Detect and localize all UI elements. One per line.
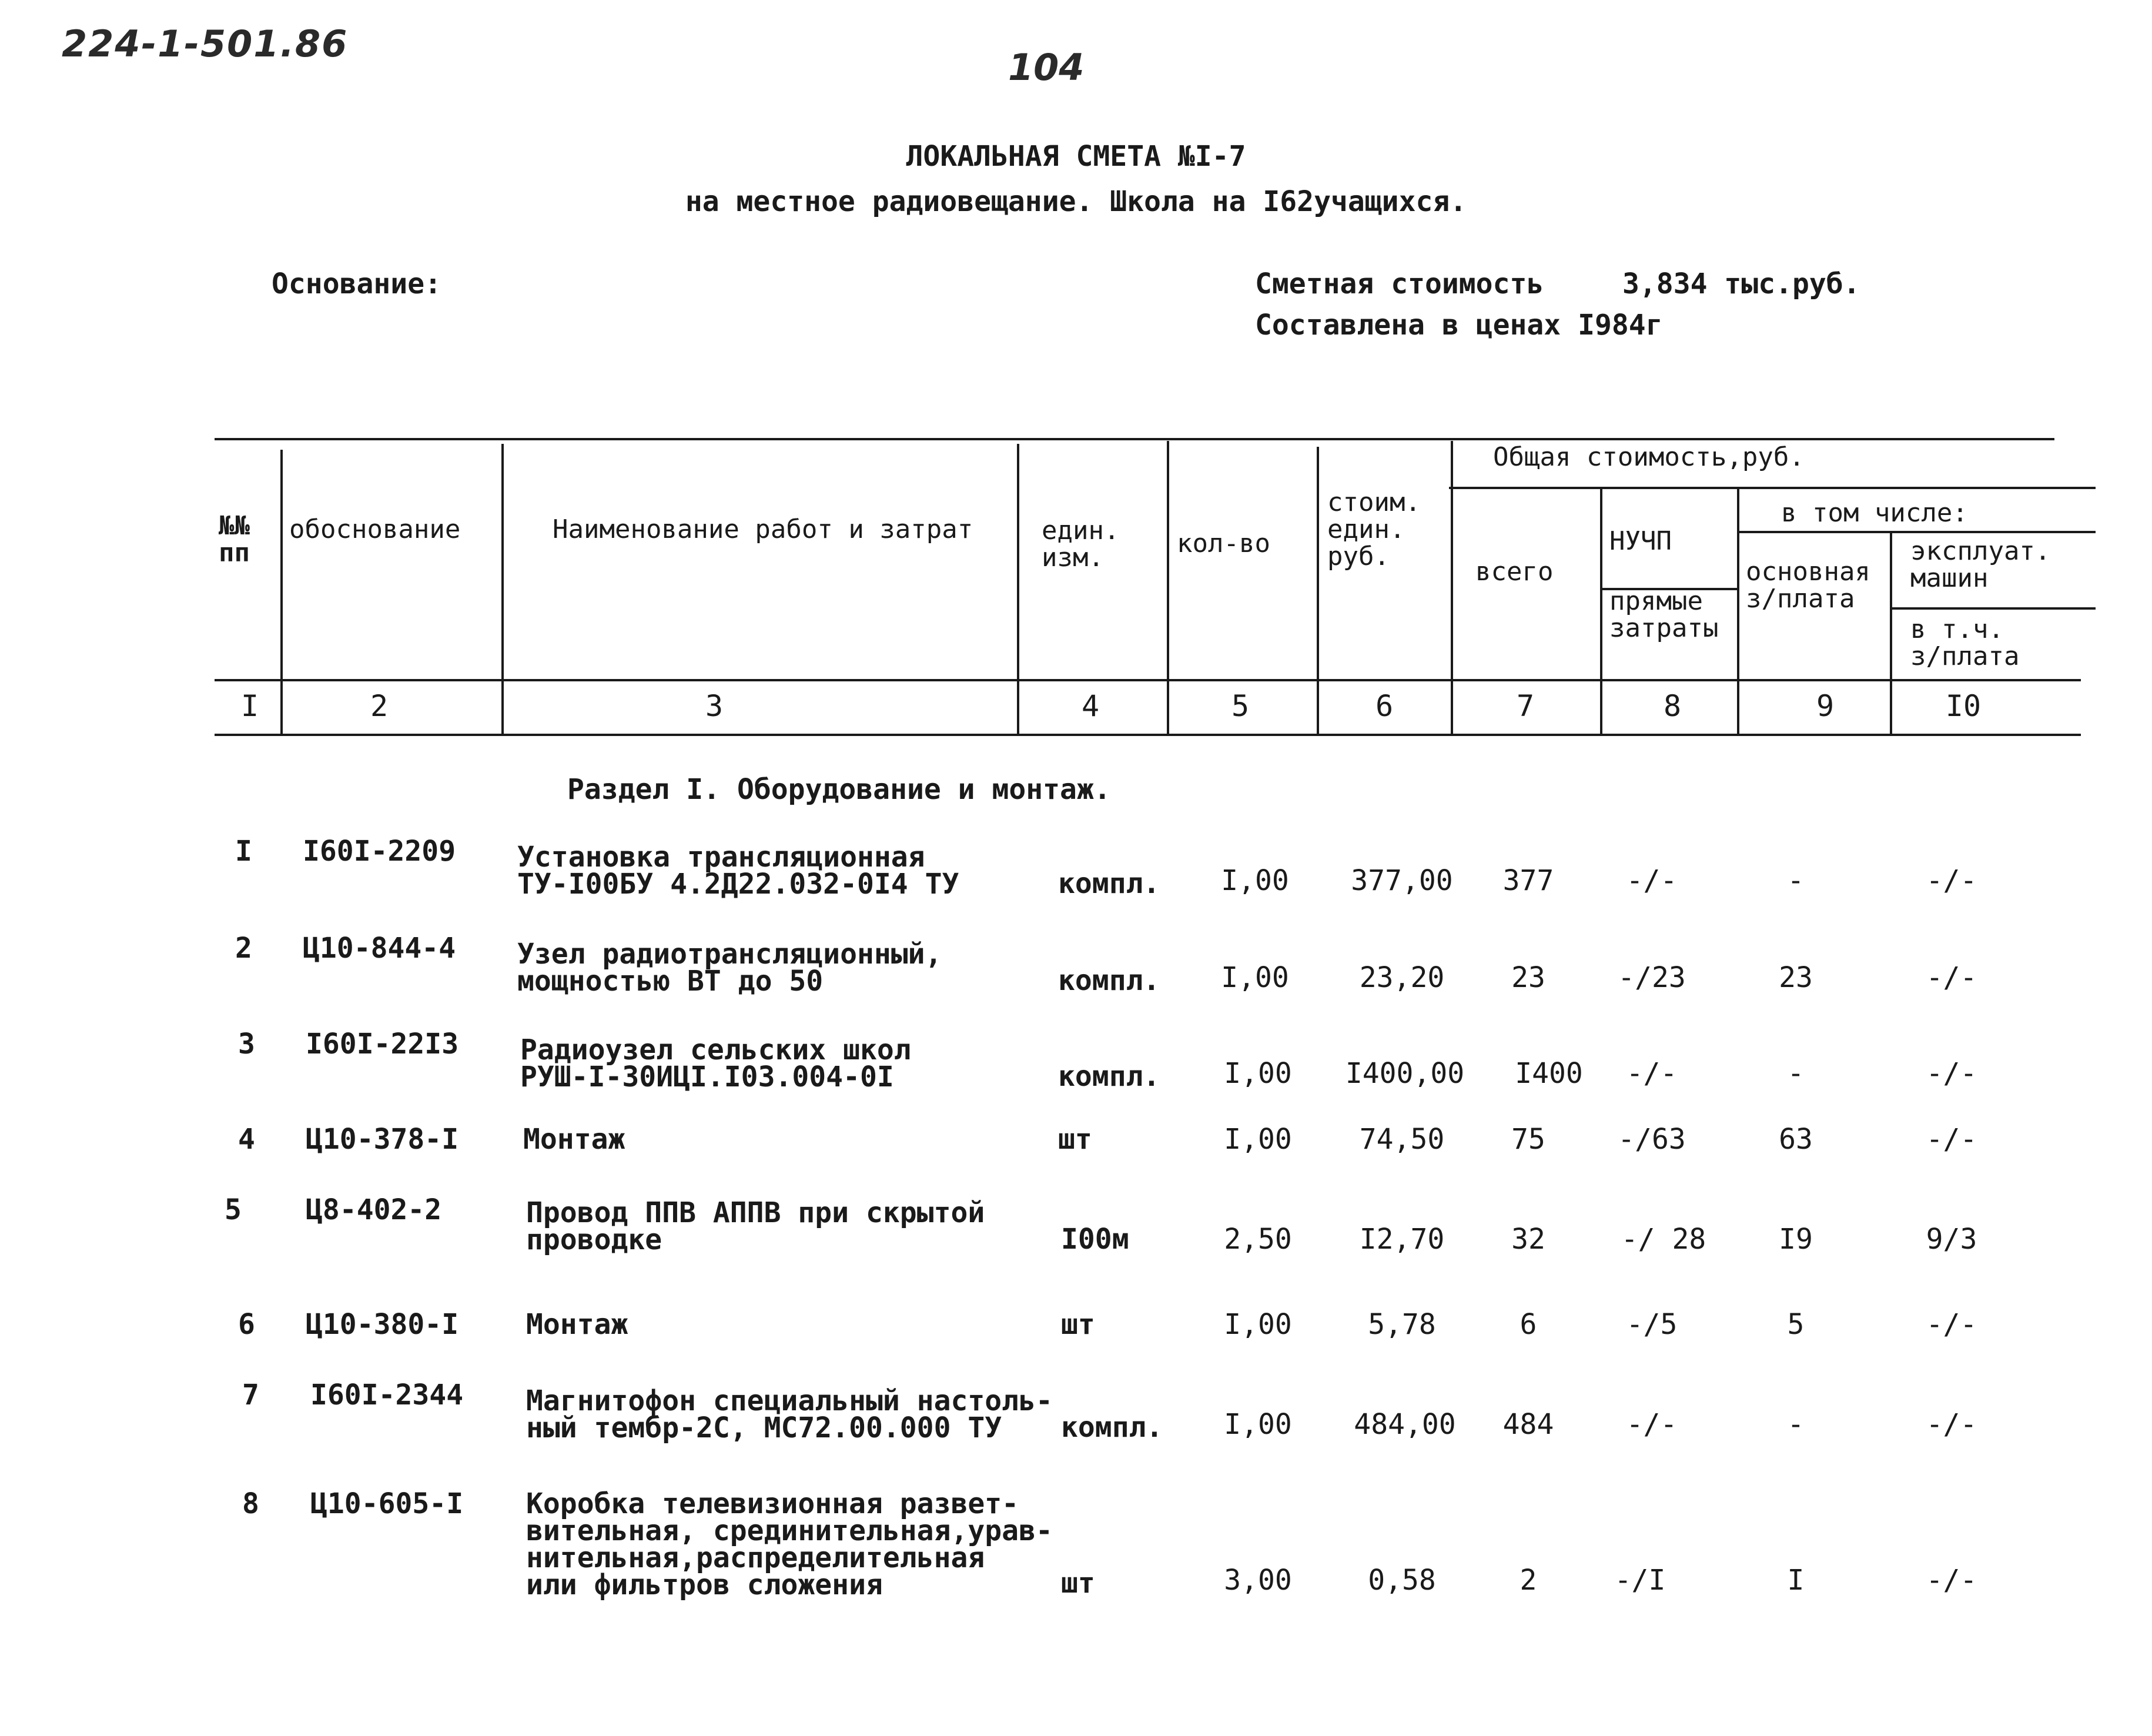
row-description: Магнитофон специальный настоль- ный тембр-2С, МС72.00.000 ТУ (526, 1384, 1053, 1444)
row-direct-costs: -/23 (1618, 961, 1686, 994)
row-direct-costs: -/5 (1626, 1308, 1678, 1341)
header-machines: эксплуат. машин (1910, 536, 2051, 593)
row-direct-costs: -/- (1626, 864, 1678, 897)
header-incl: в том числе: (1781, 498, 1968, 528)
header-unit: един. изм. (1042, 516, 1120, 573)
header-rule-incl (1737, 531, 2096, 533)
header-total: всего (1475, 557, 1554, 587)
row-salary: 5 (1787, 1308, 1805, 1341)
row-unit: шт (1061, 1308, 1095, 1341)
row-number: 2 (235, 932, 252, 965)
row-total: 23 (1511, 961, 1545, 994)
row-description: Коробка телевизионная развет- вительная, срединительная,урав- нительная,распределительная или фильтров сложения (526, 1487, 1053, 1601)
row-description: Провод ППВ АППВ при скрытой проводке (526, 1196, 985, 1256)
row-description: Радиоузел сельских школ РУШ-I-30ИЦI.I03.004-0I (520, 1033, 911, 1093)
document-subtitle: на местное радиовещание. Школа на I62учащихся. (685, 185, 1467, 218)
row-code: I60I-2209 (303, 835, 456, 868)
row-qty: I,00 (1224, 1408, 1292, 1441)
row-code: Ц10-844-4 (303, 932, 456, 965)
table-row (0, 1487, 2152, 1631)
row-total: I400 (1515, 1057, 1583, 1090)
header-total-group: Общая стоимость,руб. (1493, 442, 1805, 472)
row-total: 484 (1502, 1408, 1554, 1441)
row-description: Установка трансляционная ТУ-I00БУ 4.2Д22.032-0I4 ТУ (517, 841, 959, 901)
row-total: 32 (1511, 1223, 1545, 1256)
row-salary: 63 (1779, 1123, 1813, 1156)
header-nuchp: НУЧП (1609, 526, 1672, 556)
row-machines: -/- (1926, 961, 1977, 994)
row-code: I60I-2344 (310, 1379, 464, 1411)
row-machines: -/- (1926, 1057, 1977, 1090)
header-machines-salary: в т.ч. з/плата (1910, 614, 2020, 671)
header-direct: прямые затраты (1609, 586, 1719, 643)
row-direct-costs: -/ 28 (1621, 1223, 1706, 1256)
row-machines: -/- (1926, 1408, 1977, 1441)
colnum-2: 2 (370, 689, 389, 723)
colnum-3: 3 (705, 689, 724, 723)
row-unit-price: 74,50 (1359, 1123, 1445, 1156)
row-unit: компл. (1058, 867, 1160, 900)
row-code: Ц8-402-2 (306, 1193, 442, 1226)
document-title: ЛОКАЛЬНАЯ СМЕТА №I-7 (906, 140, 1246, 173)
header-num: №№ пп (219, 511, 250, 568)
row-qty: I,00 (1224, 1123, 1292, 1156)
row-code: Ц10-380-I (306, 1308, 459, 1341)
row-total: 6 (1520, 1308, 1537, 1341)
colnum-7: 7 (1516, 689, 1535, 723)
row-number: I (235, 835, 252, 868)
row-qty: I,00 (1224, 1308, 1292, 1341)
colnum-1: I (240, 689, 259, 723)
col-divider-6 (1451, 441, 1453, 735)
document-code: 224-1-501.86 (62, 22, 349, 65)
row-description: Монтаж (523, 1123, 625, 1156)
row-code: Ц10-378-I (306, 1123, 459, 1156)
row-unit-price: I2,70 (1359, 1223, 1445, 1256)
row-total: 2 (1520, 1564, 1537, 1597)
header-name: Наименование работ и затрат (553, 514, 973, 544)
col-divider-7 (1600, 488, 1602, 735)
header-qty: кол-во (1177, 529, 1270, 558)
row-direct-costs: -/- (1626, 1057, 1678, 1090)
colnum-6: 6 (1375, 689, 1394, 723)
row-number: 5 (225, 1193, 242, 1226)
row-unit-price: I400,00 (1345, 1057, 1465, 1090)
row-unit-price: 5,78 (1368, 1308, 1436, 1341)
row-machines: -/- (1926, 1564, 1977, 1597)
col-divider-9 (1890, 531, 1892, 735)
row-total: 377 (1502, 864, 1554, 897)
header-rule-machines (1890, 607, 2096, 610)
col-divider-4 (1167, 441, 1169, 735)
row-code: I60I-22I3 (306, 1028, 459, 1061)
colnum-4: 4 (1081, 689, 1100, 723)
row-salary: - (1787, 864, 1805, 897)
row-salary: - (1787, 1057, 1805, 1090)
colnum-8: 8 (1663, 689, 1682, 723)
table-row (0, 1193, 2152, 1326)
colnum-5: 5 (1231, 689, 1250, 723)
colnum-10: I0 (1945, 689, 1982, 723)
row-unit-price: 0,58 (1368, 1564, 1436, 1597)
row-machines: -/- (1926, 1308, 1977, 1341)
row-direct-costs: -/63 (1618, 1123, 1686, 1156)
row-salary: - (1787, 1408, 1805, 1441)
row-direct-costs: -/I (1614, 1564, 1666, 1597)
row-number: 8 (242, 1487, 259, 1520)
estimated-cost-value: 3,834 тыс.руб. (1622, 267, 1860, 300)
row-unit: компл. (1058, 964, 1160, 997)
row-qty: I,00 (1224, 1057, 1292, 1090)
header-unit-cost: стоим. един. руб. (1327, 487, 1421, 571)
row-machines: 9/3 (1926, 1223, 1977, 1256)
basis-label: Основание: (272, 267, 441, 300)
row-number: 3 (238, 1028, 255, 1061)
row-qty: I,00 (1221, 961, 1289, 994)
row-direct-costs: -/- (1626, 1408, 1678, 1441)
row-unit: компл. (1058, 1060, 1160, 1093)
col-divider-3 (1017, 444, 1019, 735)
col-divider-1 (280, 450, 283, 735)
header-bottom-rule (215, 679, 2081, 681)
row-salary: I (1787, 1564, 1805, 1597)
row-qty: 3,00 (1224, 1564, 1292, 1597)
estimated-cost-label: Сметная стоимость (1255, 267, 1544, 300)
row-code: Ц10-605-I (310, 1487, 464, 1520)
row-number: 4 (238, 1123, 255, 1156)
row-unit-price: 23,20 (1359, 961, 1445, 994)
row-unit: компл. (1061, 1411, 1163, 1444)
row-unit: I00м (1061, 1223, 1129, 1256)
row-number: 6 (238, 1308, 255, 1341)
row-unit-price: 484,00 (1354, 1408, 1456, 1441)
prices-note: Составлена в ценах I984г (1255, 309, 1663, 342)
row-salary: I9 (1779, 1223, 1813, 1256)
row-unit: шт (1058, 1123, 1092, 1156)
header-basis: обоснование (289, 514, 461, 544)
row-machines: -/- (1926, 1123, 1977, 1156)
row-qty: 2,50 (1224, 1223, 1292, 1256)
col-divider-8 (1737, 488, 1739, 735)
row-qty: I,00 (1221, 864, 1289, 897)
row-total: 75 (1511, 1123, 1545, 1156)
col-divider-2 (501, 444, 504, 735)
header-rule-total-group (1449, 487, 2096, 489)
row-machines: -/- (1926, 864, 1977, 897)
row-unit-price: 377,00 (1351, 864, 1453, 897)
row-description: Монтаж (526, 1308, 628, 1341)
row-unit: шт (1061, 1567, 1095, 1600)
row-description: Узел радиотрансляционный, мощностью ВТ до 50 (517, 938, 942, 998)
row-number: 7 (242, 1379, 259, 1411)
section-title: Раздел I. Оборудование и монтаж. (567, 773, 1111, 806)
row-salary: 23 (1779, 961, 1813, 994)
page-number: 104 (1008, 46, 1085, 89)
colnum-9: 9 (1816, 689, 1835, 723)
header-salary: основная з/плата (1746, 557, 1870, 614)
col-divider-5 (1317, 447, 1319, 735)
colnum-bottom-rule (215, 734, 2081, 736)
table-top-rule (215, 438, 2054, 440)
